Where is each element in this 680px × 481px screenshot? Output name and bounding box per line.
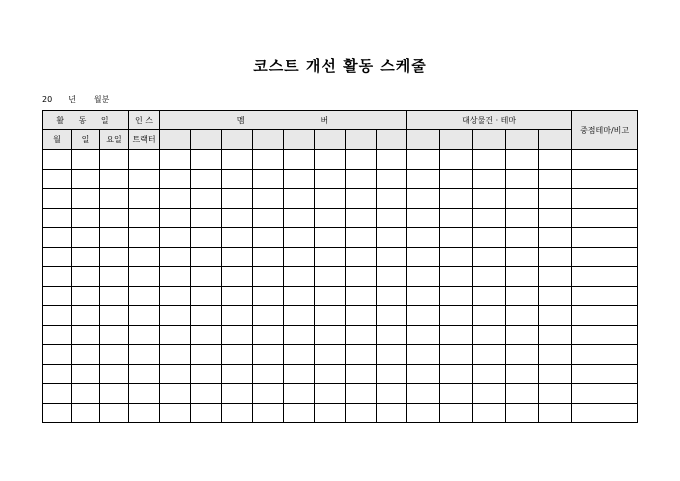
weekday-header: 요일 bbox=[100, 130, 129, 150]
table-cell[interactable] bbox=[346, 364, 377, 384]
instructor-header: 인 스 bbox=[129, 111, 160, 130]
table-cell[interactable] bbox=[473, 286, 506, 306]
table-cell[interactable] bbox=[377, 403, 407, 423]
table-cell[interactable] bbox=[222, 189, 253, 209]
table-cell[interactable] bbox=[315, 364, 346, 384]
table-cell[interactable] bbox=[440, 267, 473, 287]
table-cell[interactable] bbox=[440, 345, 473, 365]
table-cell[interactable] bbox=[160, 267, 191, 287]
table-cell[interactable] bbox=[43, 306, 72, 326]
table-cell[interactable] bbox=[572, 403, 638, 423]
table-cell[interactable] bbox=[506, 150, 539, 170]
table-cell[interactable] bbox=[539, 208, 572, 228]
table-cell[interactable] bbox=[539, 306, 572, 326]
table-cell[interactable] bbox=[100, 403, 129, 423]
table-cell[interactable] bbox=[346, 286, 377, 306]
day-header: 일 bbox=[72, 130, 100, 150]
table-cell[interactable] bbox=[129, 345, 160, 365]
table-cell[interactable] bbox=[506, 169, 539, 189]
table-cell[interactable] bbox=[191, 306, 222, 326]
table-cell[interactable] bbox=[160, 208, 191, 228]
table-cell[interactable] bbox=[129, 150, 160, 170]
table-row bbox=[43, 286, 638, 306]
table-cell[interactable] bbox=[315, 306, 346, 326]
table-cell[interactable] bbox=[377, 189, 407, 209]
table-row bbox=[43, 325, 638, 345]
table-row bbox=[43, 228, 638, 248]
table-cell[interactable] bbox=[315, 150, 346, 170]
table-row bbox=[43, 208, 638, 228]
table-cell[interactable] bbox=[284, 247, 315, 267]
table-cell[interactable] bbox=[346, 247, 377, 267]
table-cell[interactable] bbox=[346, 228, 377, 248]
table-cell[interactable] bbox=[440, 150, 473, 170]
target-theme-header: 대상물건 · 테마 bbox=[407, 111, 572, 130]
table-cell[interactable] bbox=[377, 208, 407, 228]
table-cell[interactable] bbox=[129, 247, 160, 267]
table-cell[interactable] bbox=[284, 169, 315, 189]
table-cell[interactable] bbox=[572, 169, 638, 189]
table-cell[interactable] bbox=[253, 345, 284, 365]
table-cell[interactable] bbox=[377, 325, 407, 345]
date-line bbox=[42, 94, 109, 105]
table-cell[interactable] bbox=[160, 247, 191, 267]
table-cell[interactable] bbox=[407, 228, 440, 248]
table-cell[interactable] bbox=[129, 384, 160, 404]
table-cell[interactable] bbox=[191, 345, 222, 365]
table-cell[interactable] bbox=[160, 189, 191, 209]
table-cell[interactable] bbox=[377, 286, 407, 306]
table-cell[interactable] bbox=[539, 228, 572, 248]
table-cell[interactable] bbox=[191, 325, 222, 345]
table-cell[interactable] bbox=[284, 325, 315, 345]
table-cell[interactable] bbox=[222, 228, 253, 248]
table-cell[interactable] bbox=[572, 208, 638, 228]
table-cell[interactable] bbox=[407, 267, 440, 287]
table-cell[interactable] bbox=[222, 364, 253, 384]
table-cell[interactable] bbox=[346, 384, 377, 404]
table-cell[interactable] bbox=[440, 403, 473, 423]
table-cell[interactable] bbox=[129, 364, 160, 384]
table-cell[interactable] bbox=[222, 403, 253, 423]
table-cell[interactable] bbox=[506, 364, 539, 384]
table-cell[interactable] bbox=[160, 306, 191, 326]
table-cell[interactable] bbox=[346, 306, 377, 326]
table-cell[interactable] bbox=[191, 364, 222, 384]
table-cell[interactable] bbox=[43, 247, 72, 267]
table-cell[interactable] bbox=[72, 189, 100, 209]
table-cell[interactable] bbox=[315, 384, 346, 404]
table-cell[interactable] bbox=[572, 267, 638, 287]
table-cell[interactable] bbox=[473, 150, 506, 170]
table-cell[interactable] bbox=[572, 325, 638, 345]
table-cell[interactable] bbox=[315, 247, 346, 267]
table-cell[interactable] bbox=[100, 267, 129, 287]
member-header-part1: 멤 bbox=[160, 111, 253, 130]
header-row-2 bbox=[43, 130, 638, 150]
table-cell[interactable] bbox=[346, 325, 377, 345]
table-row bbox=[43, 306, 638, 326]
table-cell[interactable] bbox=[440, 208, 473, 228]
table-cell[interactable] bbox=[284, 345, 315, 365]
table-cell[interactable] bbox=[129, 208, 160, 228]
table-row bbox=[43, 189, 638, 209]
table-cell[interactable] bbox=[129, 189, 160, 209]
table-cell[interactable] bbox=[43, 267, 72, 287]
table-cell[interactable] bbox=[222, 325, 253, 345]
table-cell[interactable] bbox=[473, 208, 506, 228]
table-cell[interactable] bbox=[191, 150, 222, 170]
table-row bbox=[43, 150, 638, 170]
table-cell[interactable] bbox=[315, 267, 346, 287]
table-cell[interactable] bbox=[473, 403, 506, 423]
table-cell[interactable] bbox=[100, 150, 129, 170]
table-cell[interactable] bbox=[346, 345, 377, 365]
table-cell[interactable] bbox=[506, 384, 539, 404]
table-cell[interactable] bbox=[160, 364, 191, 384]
table-cell[interactable] bbox=[440, 306, 473, 326]
table-cell[interactable] bbox=[222, 208, 253, 228]
table-cell[interactable] bbox=[539, 286, 572, 306]
table-cell[interactable] bbox=[572, 286, 638, 306]
schedule-body bbox=[43, 150, 638, 423]
table-cell[interactable] bbox=[407, 364, 440, 384]
table-cell[interactable] bbox=[43, 150, 72, 170]
table-cell[interactable] bbox=[506, 267, 539, 287]
table-cell[interactable] bbox=[222, 267, 253, 287]
table-cell[interactable] bbox=[315, 345, 346, 365]
table-row bbox=[43, 345, 638, 365]
table-cell[interactable] bbox=[129, 169, 160, 189]
table-cell[interactable] bbox=[572, 306, 638, 326]
table-cell[interactable] bbox=[43, 189, 72, 209]
table-cell[interactable] bbox=[539, 169, 572, 189]
table-cell[interactable] bbox=[407, 403, 440, 423]
table-cell[interactable] bbox=[572, 384, 638, 404]
table-cell[interactable] bbox=[191, 286, 222, 306]
table-cell[interactable] bbox=[253, 150, 284, 170]
table-cell[interactable] bbox=[506, 247, 539, 267]
table-cell[interactable] bbox=[284, 364, 315, 384]
table-cell[interactable] bbox=[315, 208, 346, 228]
table-cell[interactable] bbox=[473, 228, 506, 248]
table-row bbox=[43, 267, 638, 287]
member-subcell bbox=[253, 130, 284, 150]
table-cell[interactable] bbox=[440, 364, 473, 384]
table-cell[interactable] bbox=[72, 306, 100, 326]
table-cell[interactable] bbox=[72, 286, 100, 306]
target-subcell bbox=[506, 130, 539, 150]
table-row bbox=[43, 247, 638, 267]
table-cell[interactable] bbox=[377, 364, 407, 384]
table-cell[interactable] bbox=[539, 384, 572, 404]
table-cell[interactable] bbox=[539, 189, 572, 209]
table-cell[interactable] bbox=[407, 150, 440, 170]
table-cell[interactable] bbox=[253, 208, 284, 228]
table-cell[interactable] bbox=[377, 228, 407, 248]
table-cell[interactable] bbox=[506, 325, 539, 345]
schedule-table bbox=[42, 110, 638, 423]
table-cell[interactable] bbox=[191, 247, 222, 267]
table-cell[interactable] bbox=[100, 345, 129, 365]
table-cell[interactable] bbox=[43, 384, 72, 404]
table-cell[interactable] bbox=[160, 228, 191, 248]
member-header-part2: 버 bbox=[253, 111, 407, 130]
table-cell[interactable] bbox=[346, 150, 377, 170]
table-row bbox=[43, 364, 638, 384]
table-row bbox=[43, 403, 638, 423]
table-cell[interactable] bbox=[473, 247, 506, 267]
table-cell[interactable] bbox=[506, 306, 539, 326]
member-subcell bbox=[315, 130, 346, 150]
table-cell[interactable] bbox=[407, 247, 440, 267]
year-unit: 년 bbox=[68, 95, 76, 104]
table-cell[interactable] bbox=[539, 247, 572, 267]
table-cell[interactable] bbox=[191, 384, 222, 404]
table-cell[interactable] bbox=[440, 247, 473, 267]
table-cell[interactable] bbox=[440, 325, 473, 345]
table-cell[interactable] bbox=[346, 189, 377, 209]
table-cell[interactable] bbox=[160, 325, 191, 345]
table-cell[interactable] bbox=[72, 267, 100, 287]
table-cell[interactable] bbox=[43, 208, 72, 228]
member-subcell bbox=[284, 130, 315, 150]
member-subcell bbox=[222, 130, 253, 150]
table-cell[interactable] bbox=[539, 345, 572, 365]
table-cell[interactable] bbox=[284, 403, 315, 423]
table-cell[interactable] bbox=[72, 150, 100, 170]
month-unit: 월분 bbox=[93, 95, 110, 104]
table-cell[interactable] bbox=[43, 228, 72, 248]
table-cell[interactable] bbox=[284, 306, 315, 326]
table-cell[interactable] bbox=[191, 267, 222, 287]
table-cell[interactable] bbox=[407, 384, 440, 404]
table-row bbox=[43, 384, 638, 404]
table-cell[interactable] bbox=[346, 267, 377, 287]
table-cell[interactable] bbox=[43, 364, 72, 384]
table-cell[interactable] bbox=[160, 169, 191, 189]
table-cell[interactable] bbox=[43, 169, 72, 189]
table-cell[interactable] bbox=[377, 247, 407, 267]
table-cell[interactable] bbox=[473, 345, 506, 365]
table-cell[interactable] bbox=[572, 150, 638, 170]
table-cell[interactable] bbox=[72, 364, 100, 384]
table-cell[interactable] bbox=[407, 169, 440, 189]
table-cell[interactable] bbox=[407, 286, 440, 306]
table-cell[interactable] bbox=[129, 286, 160, 306]
table-cell[interactable] bbox=[43, 286, 72, 306]
member-subcell bbox=[160, 130, 191, 150]
table-cell[interactable] bbox=[100, 208, 129, 228]
table-cell[interactable] bbox=[100, 364, 129, 384]
table-cell[interactable] bbox=[407, 345, 440, 365]
member-subcell bbox=[377, 130, 407, 150]
table-cell[interactable] bbox=[160, 403, 191, 423]
table-cell[interactable] bbox=[473, 169, 506, 189]
table-cell[interactable] bbox=[572, 189, 638, 209]
table-cell[interactable] bbox=[315, 286, 346, 306]
table-cell[interactable] bbox=[284, 189, 315, 209]
instructor-header-line2: 트랙터 bbox=[129, 130, 160, 150]
table-cell[interactable] bbox=[222, 247, 253, 267]
member-subcell bbox=[346, 130, 377, 150]
table-cell[interactable] bbox=[440, 228, 473, 248]
table-cell[interactable] bbox=[160, 384, 191, 404]
table-cell[interactable] bbox=[473, 384, 506, 404]
table-cell[interactable] bbox=[100, 189, 129, 209]
table-cell[interactable] bbox=[100, 325, 129, 345]
table-cell[interactable] bbox=[572, 228, 638, 248]
table-cell[interactable] bbox=[506, 403, 539, 423]
target-subcell bbox=[407, 130, 440, 150]
table-cell[interactable] bbox=[129, 267, 160, 287]
table-cell[interactable] bbox=[407, 208, 440, 228]
table-cell[interactable] bbox=[191, 169, 222, 189]
table-cell[interactable] bbox=[440, 384, 473, 404]
table-cell[interactable] bbox=[539, 364, 572, 384]
table-cell[interactable] bbox=[572, 364, 638, 384]
table-cell[interactable] bbox=[100, 286, 129, 306]
table-cell[interactable] bbox=[253, 306, 284, 326]
target-subcell bbox=[473, 130, 506, 150]
table-cell[interactable] bbox=[72, 169, 100, 189]
table-cell[interactable] bbox=[506, 208, 539, 228]
header-row-1 bbox=[43, 111, 638, 130]
table-cell[interactable] bbox=[539, 150, 572, 170]
table-cell[interactable] bbox=[253, 325, 284, 345]
table-cell[interactable] bbox=[407, 189, 440, 209]
table-cell[interactable] bbox=[377, 150, 407, 170]
table-cell[interactable] bbox=[572, 345, 638, 365]
table-cell[interactable] bbox=[129, 306, 160, 326]
table-cell[interactable] bbox=[253, 286, 284, 306]
table-cell[interactable] bbox=[284, 267, 315, 287]
table-cell[interactable] bbox=[222, 150, 253, 170]
table-cell[interactable] bbox=[377, 384, 407, 404]
table-cell[interactable] bbox=[72, 247, 100, 267]
table-cell[interactable] bbox=[191, 189, 222, 209]
table-cell[interactable] bbox=[100, 169, 129, 189]
member-subcell bbox=[191, 130, 222, 150]
table-cell[interactable] bbox=[222, 169, 253, 189]
table-cell[interactable] bbox=[506, 189, 539, 209]
activity-day-header: 활 동 일 bbox=[43, 111, 129, 130]
target-subcell bbox=[539, 130, 572, 150]
table-cell[interactable] bbox=[572, 247, 638, 267]
year-prefix: 20 bbox=[42, 95, 53, 104]
table-cell[interactable] bbox=[315, 403, 346, 423]
table-cell[interactable] bbox=[100, 228, 129, 248]
table-cell[interactable] bbox=[72, 384, 100, 404]
table-cell[interactable] bbox=[473, 364, 506, 384]
table-cell[interactable] bbox=[222, 306, 253, 326]
table-cell[interactable] bbox=[43, 345, 72, 365]
table-cell[interactable] bbox=[222, 345, 253, 365]
table-cell[interactable] bbox=[253, 189, 284, 209]
table-cell[interactable] bbox=[539, 325, 572, 345]
table-cell[interactable] bbox=[129, 228, 160, 248]
table-cell[interactable] bbox=[160, 286, 191, 306]
table-cell[interactable] bbox=[253, 267, 284, 287]
table-cell[interactable] bbox=[506, 286, 539, 306]
table-cell[interactable] bbox=[315, 325, 346, 345]
table-cell[interactable] bbox=[160, 150, 191, 170]
table-cell[interactable] bbox=[72, 345, 100, 365]
table-cell[interactable] bbox=[284, 150, 315, 170]
table-cell[interactable] bbox=[284, 208, 315, 228]
focus-remarks-header: 중점테마/비고 bbox=[572, 111, 638, 150]
table-cell[interactable] bbox=[222, 384, 253, 404]
table-cell[interactable] bbox=[407, 325, 440, 345]
table-cell[interactable] bbox=[346, 169, 377, 189]
table-cell[interactable] bbox=[315, 189, 346, 209]
table-cell[interactable] bbox=[377, 169, 407, 189]
table-cell[interactable] bbox=[253, 169, 284, 189]
table-cell[interactable] bbox=[129, 325, 160, 345]
table-cell[interactable] bbox=[129, 403, 160, 423]
table-cell[interactable] bbox=[377, 345, 407, 365]
table-cell[interactable] bbox=[191, 228, 222, 248]
table-cell[interactable] bbox=[377, 267, 407, 287]
table-cell[interactable] bbox=[506, 228, 539, 248]
table-cell[interactable] bbox=[100, 384, 129, 404]
month-header: 월 bbox=[43, 130, 72, 150]
table-row bbox=[43, 169, 638, 189]
table-cell[interactable] bbox=[160, 345, 191, 365]
table-cell[interactable] bbox=[43, 403, 72, 423]
table-cell[interactable] bbox=[284, 286, 315, 306]
table-cell[interactable] bbox=[72, 208, 100, 228]
table-cell[interactable] bbox=[346, 403, 377, 423]
table-cell[interactable] bbox=[284, 384, 315, 404]
table-cell[interactable] bbox=[253, 228, 284, 248]
table-cell[interactable] bbox=[539, 403, 572, 423]
table-cell[interactable] bbox=[43, 325, 72, 345]
table-cell[interactable] bbox=[315, 169, 346, 189]
table-cell[interactable] bbox=[253, 403, 284, 423]
table-cell[interactable] bbox=[440, 169, 473, 189]
table-cell[interactable] bbox=[253, 364, 284, 384]
table-cell[interactable] bbox=[440, 189, 473, 209]
table-cell[interactable] bbox=[377, 306, 407, 326]
table-cell[interactable] bbox=[346, 208, 377, 228]
table-cell[interactable] bbox=[407, 306, 440, 326]
table-cell[interactable] bbox=[222, 286, 253, 306]
table-cell[interactable] bbox=[72, 228, 100, 248]
table-cell[interactable] bbox=[473, 189, 506, 209]
table-cell[interactable] bbox=[539, 267, 572, 287]
table-cell[interactable] bbox=[284, 228, 315, 248]
table-cell[interactable] bbox=[72, 403, 100, 423]
table-cell[interactable] bbox=[100, 247, 129, 267]
table-cell[interactable] bbox=[473, 325, 506, 345]
table-cell[interactable] bbox=[315, 228, 346, 248]
table-cell[interactable] bbox=[473, 267, 506, 287]
table-cell[interactable] bbox=[191, 208, 222, 228]
table-cell[interactable] bbox=[100, 306, 129, 326]
table-cell[interactable] bbox=[253, 384, 284, 404]
table-cell[interactable] bbox=[506, 345, 539, 365]
table-cell[interactable] bbox=[72, 325, 100, 345]
target-subcell bbox=[440, 130, 473, 150]
page-title: 코스트 개선 활동 스케줄 bbox=[253, 57, 427, 75]
table-cell[interactable] bbox=[253, 247, 284, 267]
table-cell[interactable] bbox=[440, 286, 473, 306]
table-cell[interactable] bbox=[191, 403, 222, 423]
table-cell[interactable] bbox=[473, 306, 506, 326]
